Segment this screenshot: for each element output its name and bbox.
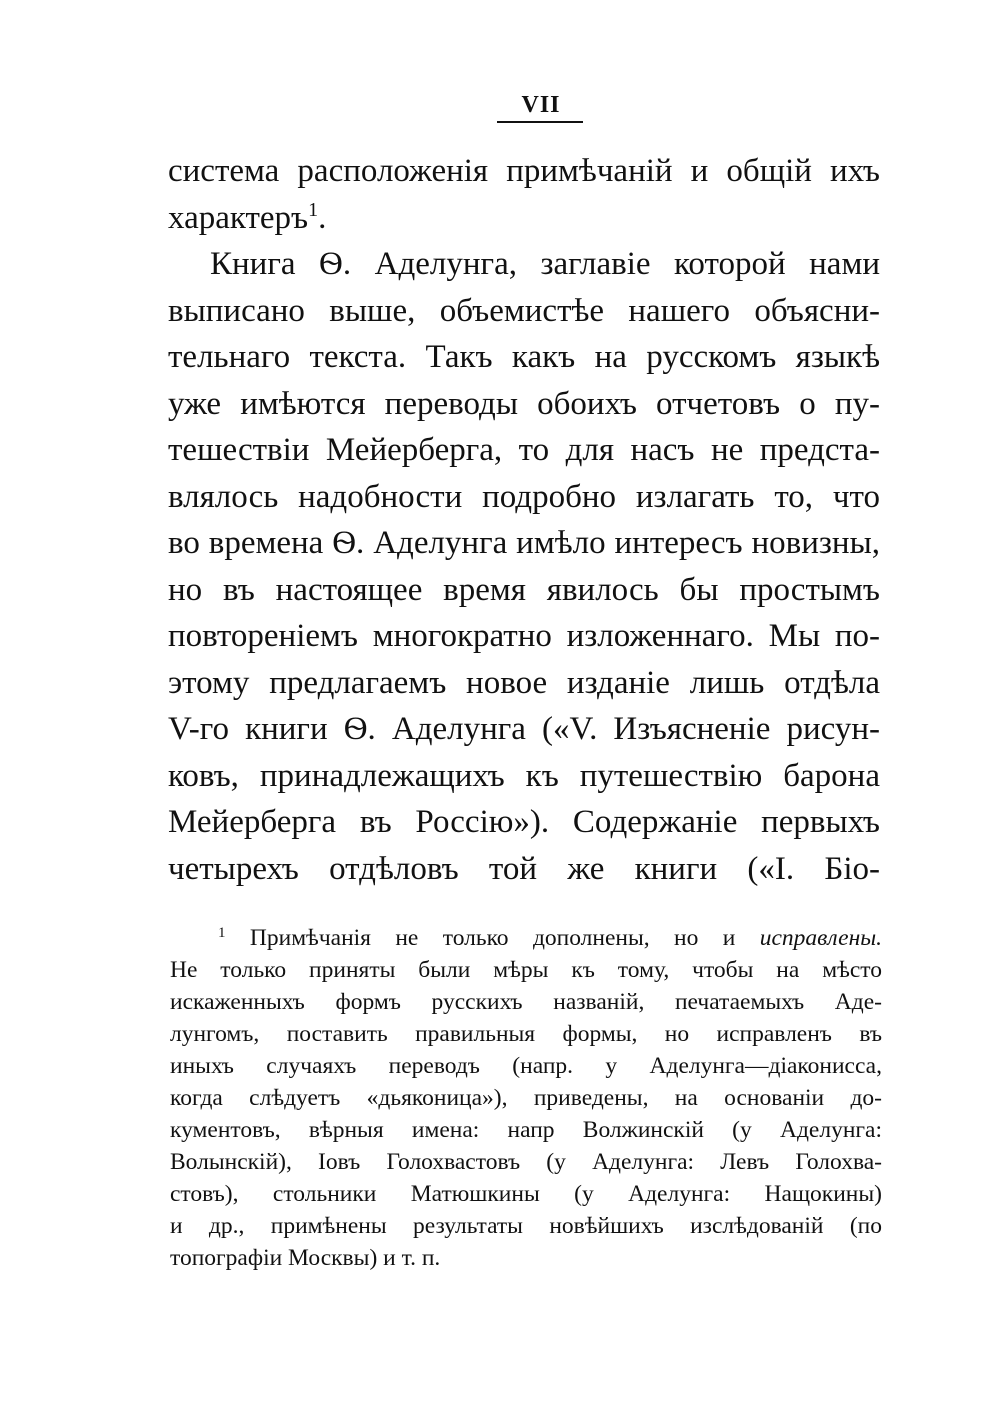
- text-line: V-го книги Ѳ. Аделунга («V. Изъясненіе рисун-: [168, 711, 880, 747]
- text-line: тешествіи Мейерберга, то для насъ не предста-: [168, 432, 880, 468]
- footnote-line: топографіи Москвы) и т. п.: [170, 1245, 441, 1271]
- footnote-marker: 1: [218, 925, 226, 941]
- footnote-line: лунгомъ, поставить правильныя формы, но исправленъ въ: [170, 1021, 882, 1047]
- footnote-line: и др., примѣнены результаты новѣйшихъ изслѣдованій (по: [170, 1213, 882, 1239]
- page-number: VII: [521, 92, 561, 118]
- text-line: Мейерберга въ Россію»). Содержаніе первыхъ: [168, 804, 880, 840]
- text-line: [168, 195, 880, 242]
- text-line: уже имѣются переводы обоихъ отчетовъ о пу-: [168, 385, 880, 422]
- footnote-line: иныхъ случаяхъ переводъ (напр. у Аделунга—діаконисса,: [170, 1053, 882, 1079]
- footnote-text: Примѣчанія не только дополнены, но и: [249, 925, 736, 951]
- text-line: Книга Ѳ. Аделунга, заглавіе которой нами: [210, 246, 880, 282]
- text-line: но въ настоящее время явилось бы простымъ: [168, 571, 880, 608]
- text-line: во времена Ѳ. Аделунга имѣло интересъ новизны,: [168, 525, 880, 561]
- footnote-line: когда слѣдуетъ «дьяконица»), приведены, на основаніи до-: [170, 1085, 882, 1111]
- text-line: этому предлагаемъ новое изданіе лишь отдѣла: [168, 664, 880, 701]
- footnote-line: стовъ), стольники Матюшкины (у Аделунга: Нащокины): [170, 1181, 882, 1207]
- text-line: система расположенія примѣчаній и общій ихъ: [168, 153, 880, 189]
- footnote-reference: 1: [308, 198, 319, 221]
- footnote-line: искаженныхъ формъ русскихъ названій, печатаемыхъ Аде-: [170, 989, 882, 1015]
- footnote-line: [170, 922, 882, 954]
- text-line: повтореніемъ многократно изложеннаго. Мы по-: [168, 618, 880, 654]
- text-line-content: характеръ: [168, 199, 309, 236]
- footnote-line: Волынскій), Іовъ Голохвастовъ (у Аделунга: Левъ Голохва-: [170, 1149, 882, 1175]
- header-rule: [497, 121, 583, 123]
- footnote-block: [170, 922, 882, 1274]
- footnote-line: Не только приняты были мѣры къ тому, чтобы на мѣсто: [170, 957, 882, 983]
- text-line: четырехъ отдѣловъ той же книги («I. Біо-: [168, 850, 880, 887]
- text-line: ковъ, принадлежащихъ къ путешествію барона: [168, 757, 880, 794]
- line-period: .: [318, 199, 327, 236]
- text-line: выписано выше, объемистѣе нашего объясни-: [168, 292, 880, 329]
- text-line: тельнаго текста. Такъ какъ на русскомъ языкѣ: [168, 339, 880, 375]
- main-text: [168, 148, 880, 892]
- footnote-line: кументовъ, вѣрныя имена: напр Волжинскій (у Аделунга:: [170, 1117, 882, 1143]
- footnote-emphasis: исправлены.: [759, 925, 883, 951]
- text-line: влялось надобности подробно излагать то, что: [168, 478, 880, 515]
